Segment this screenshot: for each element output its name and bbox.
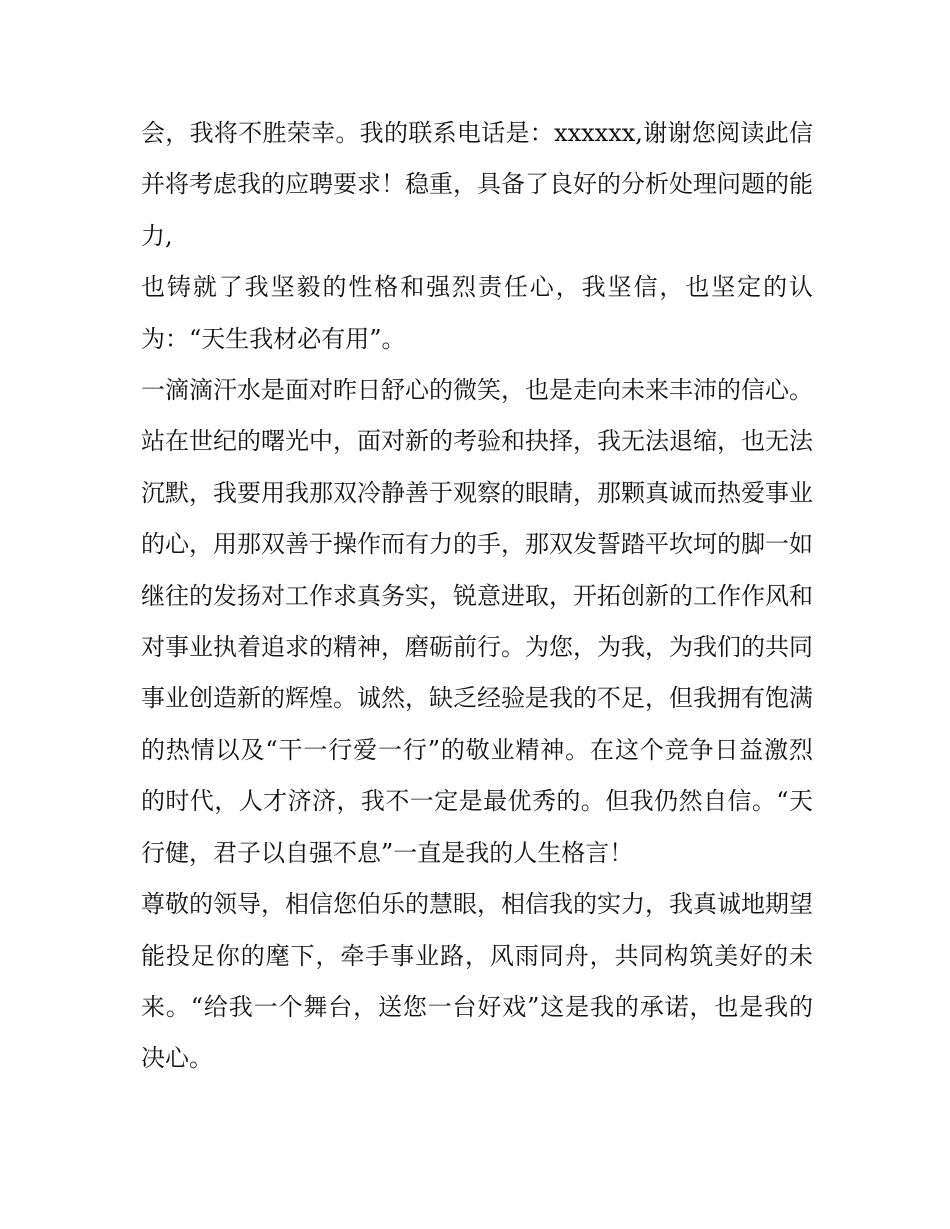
paragraph-contact: 会，我将不胜荣幸。我的联系电话是：xxxxxx,谢谢您阅读此信并将考虑我的应聘要求！稳重，具备了良好的分析处理问题的能力, — [141, 119, 813, 250]
paragraph-commitment: 一滴滴汗水是面对昨日舒心的微笑，也是走向未来丰沛的信心。站在世纪的曙光中，面对新的考验和抉择，我无法退缩，也无法沉默，我要用我那双冷静善于观察的眼睛，那颗真诚而热爱事业的心，用那双善于操作而有力的手，那双发誓踏平坎坷的脚一如继往的发扬对工作求真务实，锐意进取，开拓创新的工作作风和对事业执着追求的精神，磨砺前行。为您，为我，为我们的共同事业创造新的辉煌。诚然，缺乏经验是我的不足，但我拥有饱满的热情以及“干一行爱一行”的敬业精神。在这个竞争日益激烈的时代，人才济济，我不一定是最优秀的。但我仍然自信。“天行健，君子以自强不息”一直是我的人生格言！ — [141, 376, 813, 867]
paragraph-closing: 尊敬的领导，相信您伯乐的慧眼，相信我的实力，我真诚地期望能投足你的麾下，牵手事业路，风雨同舟，共同构筑美好的未来。“给我一个舞台，送您一台好戏”这是我的承诺，也是我的决心。 — [141, 890, 813, 1073]
document-body — [141, 108, 813, 1085]
paragraph-character: 也铸就了我坚毅的性格和强烈责任心，我坚信，也坚定的认为：“天生我材必有用”。 — [141, 273, 813, 353]
